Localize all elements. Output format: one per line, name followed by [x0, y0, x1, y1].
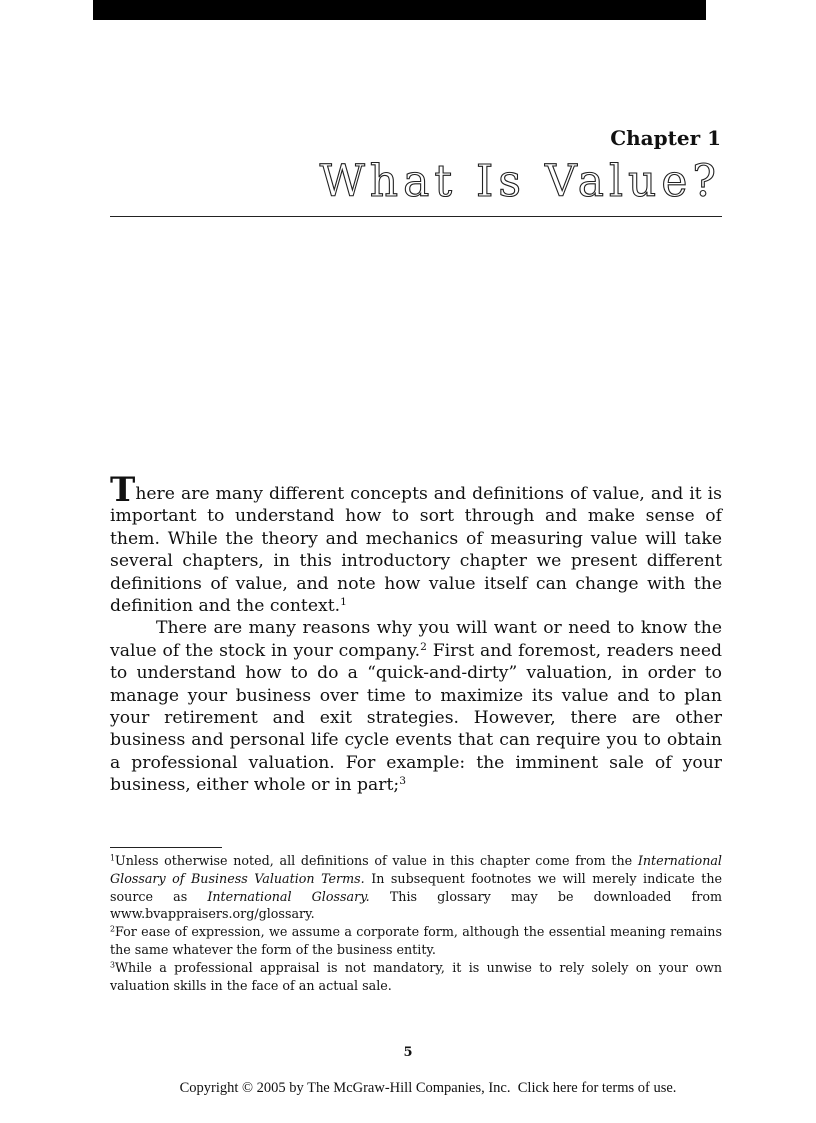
footnote-ref-3[interactable]: 3: [399, 774, 406, 788]
footnote-2: [110, 923, 722, 959]
copyright-footer: [0, 1080, 816, 1097]
footnote-3-text: While a professional appraisal is not mandatory, it is unwise to rely solely on your own valuation skills in the face of an actual sale.: [110, 959, 722, 993]
footnote-3-number: 3: [110, 960, 116, 970]
chapter-label: Chapter 1: [610, 126, 721, 150]
footnote-1: [110, 852, 722, 923]
footnote-1-text-c: This glossary may be downloaded from www.bvappraisers.org/glossary.: [110, 888, 722, 922]
footnote-1-italic-a: International Glossary of Business Valuation Terms.: [110, 853, 722, 886]
paragraph-1-text: here are many different concepts and definitions of value, and it is important to understand how to sort through and make sense of them. While the theory and mechanics of measuring value will take several chapters, in this introductory chapter we present different definitions of value, and note how value itself can change with the definition and the context.: [110, 484, 722, 617]
footnote-1-text-b: In subsequent footnotes we will merely indicate the source as: [110, 870, 722, 904]
paragraph-2-text-a: There are many reasons why you will want or need to know the value of the stock in your company.: [110, 618, 722, 661]
footnote-2-text: For ease of expression, we assume a corporate form, although the essential meaning remains the same whatever the form of the business entity.: [110, 924, 722, 957]
drop-cap: T: [110, 470, 136, 510]
footnote-3: [110, 959, 722, 995]
footnote-rule: [110, 847, 222, 848]
footnote-1-text-a: Unless otherwise noted, all definitions of value in this chapter come from the: [115, 853, 638, 868]
body-text: [110, 470, 722, 797]
footnote-1-italic-b: International Glossary.: [207, 888, 370, 904]
terms-link[interactable]: Click here for terms of use.: [517, 1080, 677, 1096]
footnote-ref-1[interactable]: 1: [340, 595, 347, 609]
footnote-ref-2[interactable]: 2: [420, 639, 427, 653]
top-black-bar: [93, 0, 706, 20]
title-rule: [110, 216, 722, 217]
paragraph-2: [110, 617, 722, 796]
page-number: 5: [403, 1045, 413, 1060]
copyright-text: Copyright © 2005 by The McGraw-Hill Companies, Inc.: [179, 1080, 511, 1096]
footnote-2-number: 2: [110, 924, 116, 934]
paragraph-2-text-b: First and foremost, readers need to understand how to do a “quick-and-dirty” valuation, in order to manage your business over time to maximize its value and to plan your retirement and exit strategies. However, there are other business and personal life cycle events that can require you to obtain a professional valuation. For example: the imminent sale of your business, either whole or in part;: [110, 640, 722, 796]
chapter-title: What Is Value?: [319, 156, 721, 207]
footnotes: [110, 852, 722, 994]
paragraph-1: [110, 470, 722, 617]
footnote-1-number: 1: [110, 853, 116, 863]
